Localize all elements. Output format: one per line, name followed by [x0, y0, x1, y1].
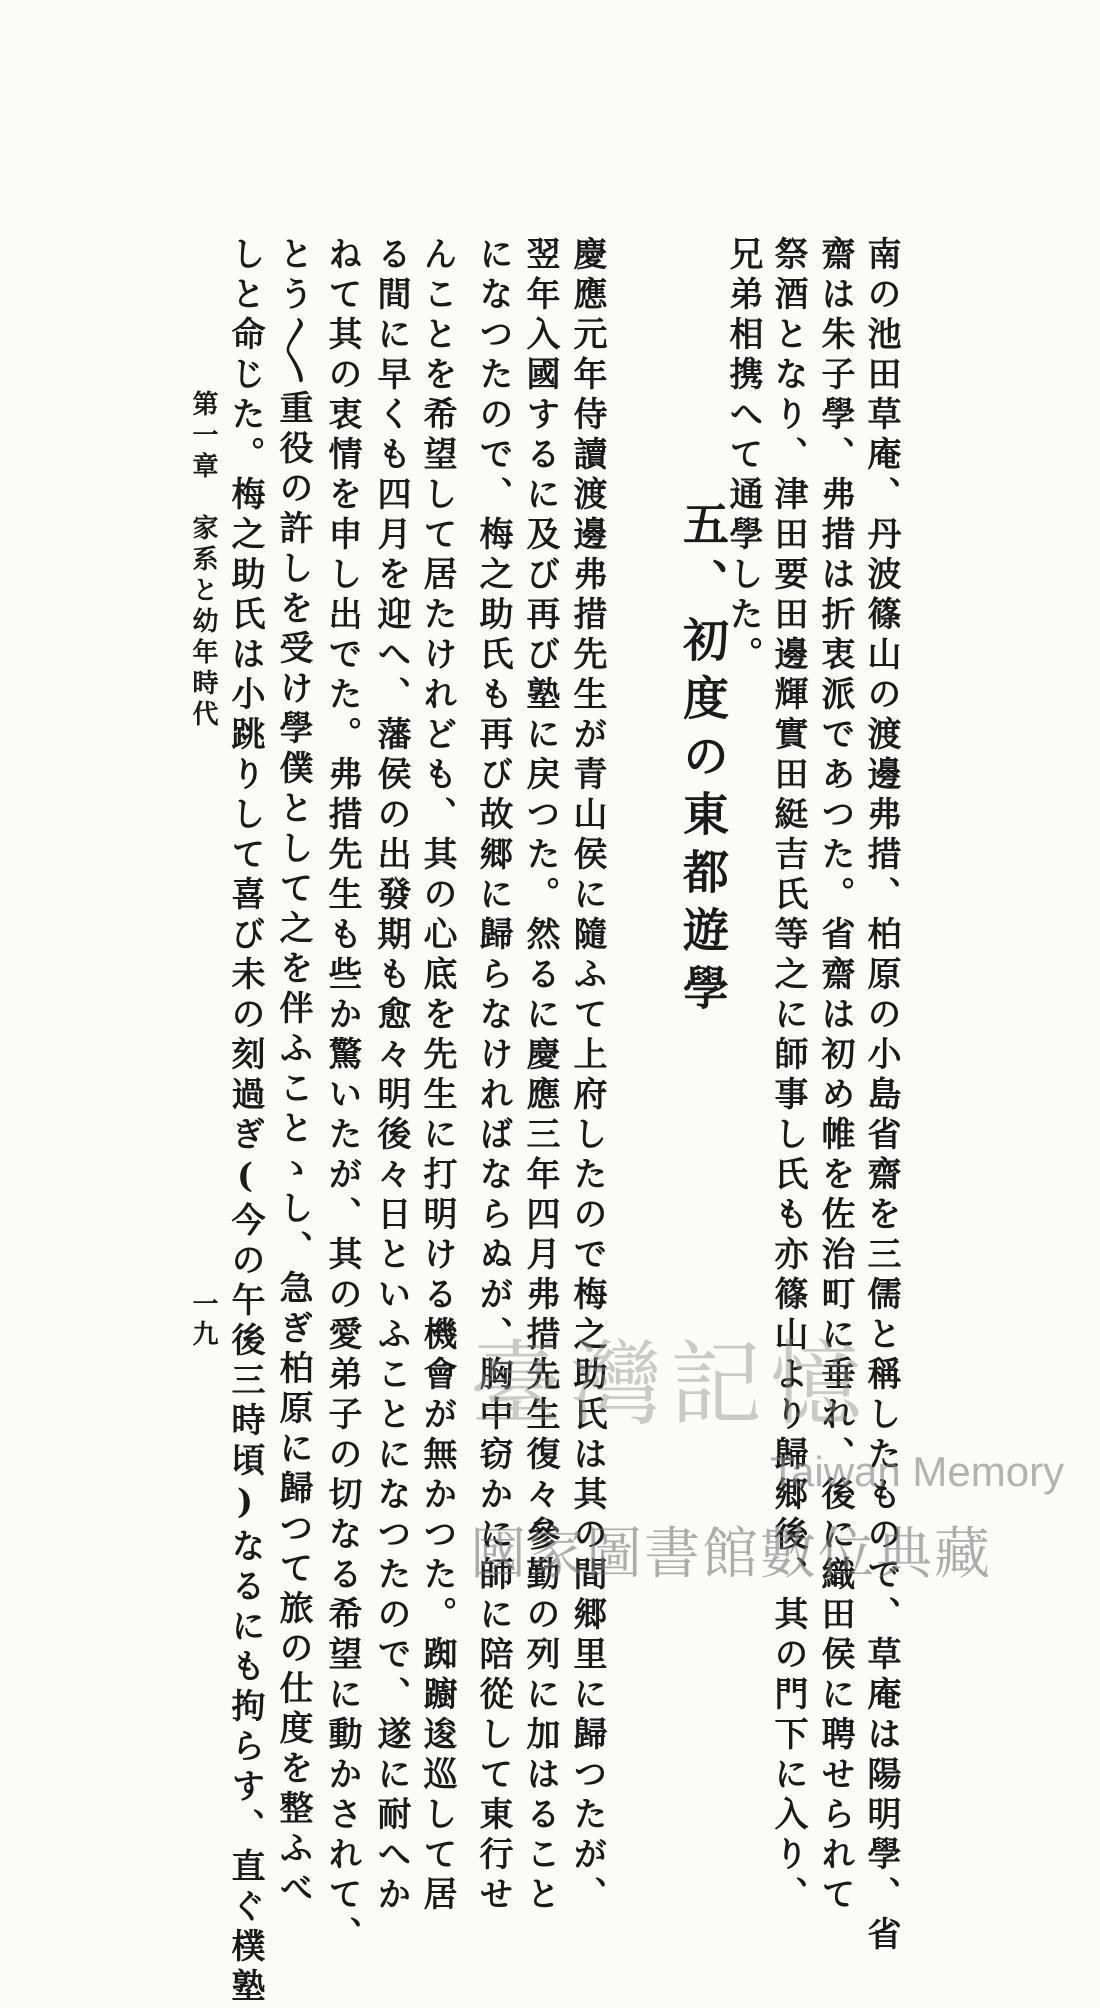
text-column-12: しと命じた。梅之助氏は小跳りして喜び未の刻過ぎ(今の午後三時頃)なるにも拘らす、直ぐ樸塾 — [225, 236, 265, 2008]
text-column-1: 兄弟相携へて通學した。 — [723, 236, 763, 676]
watermark-subtitle: Taiwan Memory — [770, 1448, 1065, 1495]
text-column-4: 南の池田草庵、丹波篠山の渡邊弗措、柏原の小島省齋を三儒と稱したもので、草庵は陽明學、省 — [861, 236, 901, 1956]
text-column-3: 齋は朱子學、弗措は折衷派であつた。省齋は初め帷を佐治町に垂れ、後に織田侯に聘せられて — [815, 236, 855, 1916]
text-column-7: になつたので、梅之助氏も再び故郷に歸らなければならぬが、胸中窃かに師に陪從して東行せ — [473, 236, 513, 1916]
page-number: 一九 — [188, 1290, 218, 1350]
text-column-10: ねて其の衷情を申し出でた。弗措先生も些か驚いたが、其の愛弟子の切なる希望に動かされて、 — [322, 236, 362, 1956]
text-column-5: 慶應元年侍讀渡邊弗措先生が青山侯に隨ふて上府したので梅之助氏は其の間郷里に歸つたが、 — [567, 236, 607, 1916]
text-column-8: んことを希望して居たけれども、其の心底を先生に打明ける機會が無かつた。踟躕逡巡して居 — [417, 236, 457, 1916]
watermark-title: 臺灣記憶 — [470, 1331, 871, 1438]
text-column-6: 翌年入國するに及び再び塾に戻つた。然るに慶應三年四月弗措先生復々參勤の列に加はること — [520, 236, 560, 1916]
text-column-2: 祭酒となり、津田要田邊輝實田綎吉氏等之に師事し氏も亦篠山より歸郷後、其の門下に入り、 — [768, 236, 808, 1916]
watermark-organization: 國家圖書館數位典藏 — [470, 1522, 992, 1587]
section-heading: 五、初度の東都遊學 — [676, 500, 730, 1022]
text-column-11: とう〳〵重役の許しを受け學僕として之を伴ふことゝし、急ぎ柏原に歸つて旅の仕度を整ふべ — [273, 236, 313, 1910]
chapter-running-title: 第一章 家系と幼年時代 — [188, 390, 218, 731]
text-column-9: る間に早くも四月を迎へ、藩侯の出發期も愈々明後々日といふことになつたので、遂に耐へか — [371, 236, 411, 1916]
